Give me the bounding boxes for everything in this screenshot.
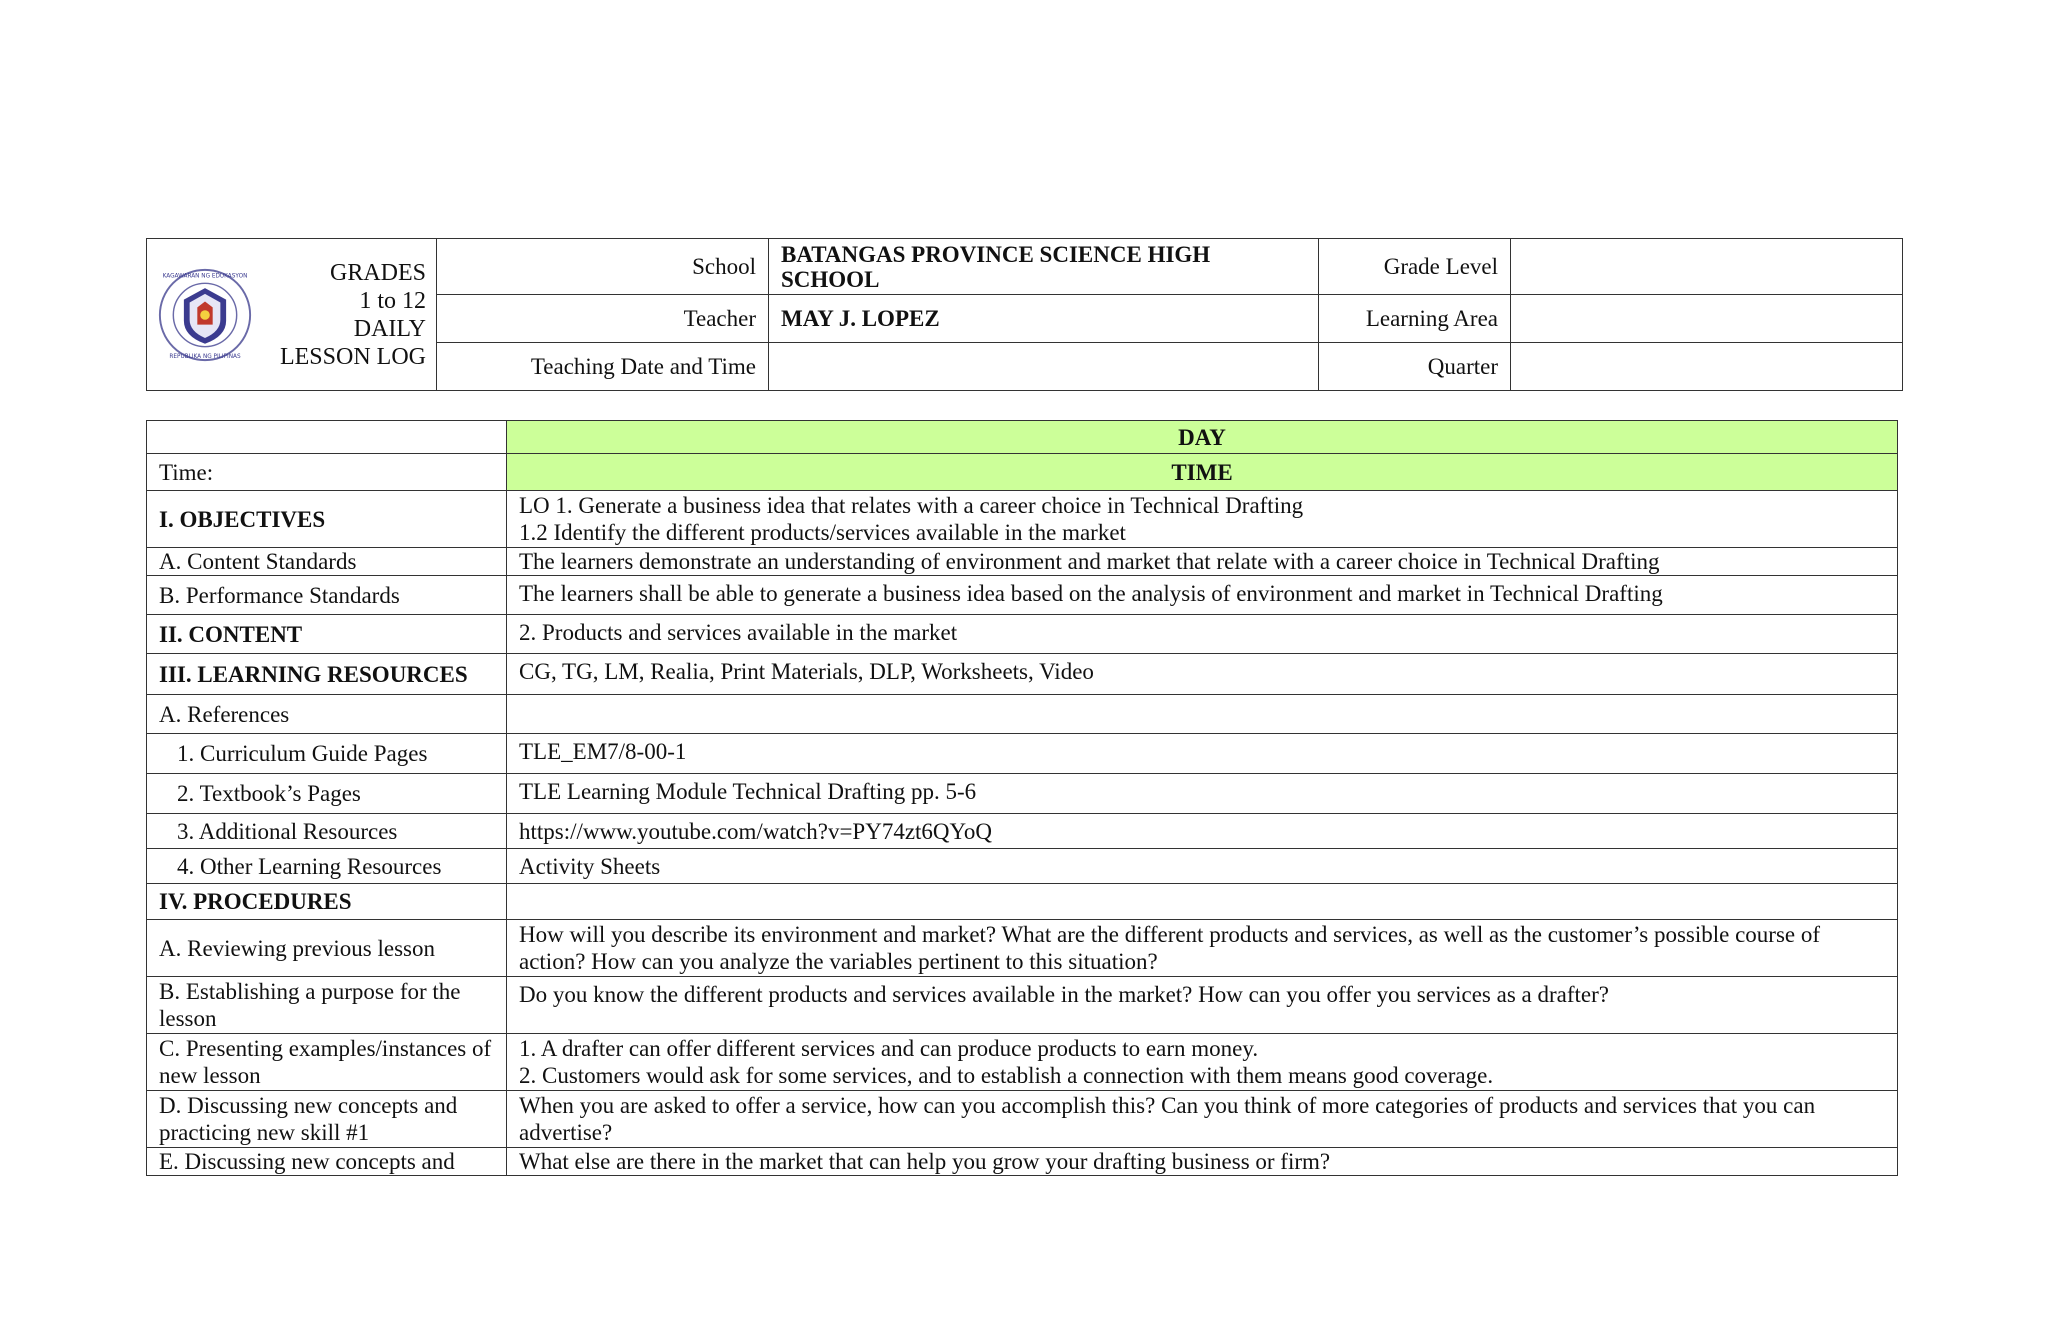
textbook-value: TLE Learning Module Technical Drafting pp. 5-6 (507, 774, 1898, 814)
proc-e-value: What else are there in the market that can help you grow your drafting business or firm? (507, 1148, 1898, 1176)
svg-text:REPUBLIKA NG PILIPINAS: REPUBLIKA NG PILIPINAS (169, 353, 241, 360)
references-label: A. References (147, 695, 507, 734)
proc-b-value: Do you know the different products and services available in the market? How can you offer you services as a drafter? (507, 977, 1898, 1034)
grades-title (280, 259, 426, 371)
table-row (147, 1034, 1898, 1091)
quarter-label: Quarter (1319, 343, 1511, 391)
procedures-value (507, 884, 1898, 920)
date-time-value (769, 343, 1319, 391)
references-value (507, 695, 1898, 734)
table-row (147, 491, 1898, 548)
deped-seal-icon (157, 267, 253, 363)
objective-line: LO 1. Generate a business idea that relates with a career choice in Technical Drafting (519, 493, 1304, 518)
table-row (147, 920, 1898, 977)
quarter-value (1511, 343, 1903, 391)
time-label: Time: (147, 454, 507, 491)
learning-area-label: Learning Area (1319, 295, 1511, 343)
teacher-value: MAY J. LOPEZ (769, 295, 1319, 343)
lesson-table (146, 420, 1898, 1176)
additional-resources-value: https://www.youtube.com/watch?v=PY74zt6QYoQ (507, 814, 1898, 849)
teacher-label: Teacher (437, 295, 769, 343)
performance-standards-value: The learners shall be able to generate a business idea based on the analysis of environment and market in Technical Drafting (507, 576, 1898, 615)
curriculum-guide-label: 1. Curriculum Guide Pages (147, 734, 507, 774)
table-row (147, 576, 1898, 615)
proc-c-line: 2. Customers would ask for some services, and to establish a connection with them means good coverage. (519, 1063, 1494, 1088)
learning-resources-value: CG, TG, LM, Realia, Print Materials, DLP, Worksheets, Video (507, 654, 1898, 695)
table-row (147, 654, 1898, 695)
proc-d-label: D. Discussing new concepts and practicing new skill #1 (147, 1091, 507, 1148)
proc-b-label: B. Establishing a purpose for the lesson (147, 977, 507, 1034)
grades-line: GRADES (329, 259, 426, 286)
grades-line: 1 to 12 (359, 287, 426, 314)
table-row (147, 695, 1898, 734)
table-row (147, 774, 1898, 814)
time-header: TIME (507, 454, 1898, 491)
table-row (147, 849, 1898, 884)
table-row (147, 814, 1898, 849)
textbook-label: 2. Textbook’s Pages (147, 774, 507, 814)
proc-d-value: When you are asked to offer a service, how can you accomplish this? Can you think of more categories of products and services that you can advertise? (507, 1091, 1898, 1148)
procedures-label: IV. PROCEDURES (147, 884, 507, 920)
content-label: II. CONTENT (147, 615, 507, 654)
grade-level-label: Grade Level (1319, 239, 1511, 295)
other-resources-label: 4. Other Learning Resources (147, 849, 507, 884)
grades-line: LESSON LOG (279, 343, 426, 370)
school-label: School (437, 239, 769, 295)
proc-c-value (507, 1034, 1898, 1091)
header-table (146, 238, 1903, 391)
table-row (147, 548, 1898, 576)
additional-resources-label: 3. Additional Resources (147, 814, 507, 849)
grades-line: DAILY (353, 315, 426, 342)
table-row (147, 1148, 1898, 1176)
table-row (147, 734, 1898, 774)
table-row (147, 1091, 1898, 1148)
grade-level-value (1511, 239, 1903, 295)
proc-a-value: How will you describe its environment and market? What are the different products and services, as well as the customer’s possible course of action? How can you analyze the variables pertinent to this situation? (507, 920, 1898, 977)
table-row (147, 977, 1898, 1034)
day-header: DAY (507, 421, 1898, 454)
content-value: 2. Products and services available in the market (507, 615, 1898, 654)
school-value: BATANGAS PROVINCE SCIENCE HIGH SCHOOL (769, 239, 1319, 295)
proc-e-label: E. Discussing new concepts and (147, 1148, 507, 1176)
objectives-value (507, 491, 1898, 548)
date-time-label: Teaching Date and Time (437, 343, 769, 391)
proc-a-label: A. Reviewing previous lesson (147, 920, 507, 977)
learning-area-value (1511, 295, 1903, 343)
blank-corner-cell (147, 421, 507, 454)
objective-line: 1.2 Identify the different products/services available in the market (519, 520, 1126, 545)
svg-text:KAGAWARAN NG EDUKASYON: KAGAWARAN NG EDUKASYON (162, 273, 248, 280)
other-resources-value: Activity Sheets (507, 849, 1898, 884)
learning-resources-label: III. LEARNING RESOURCES (147, 654, 507, 695)
logo-grades-cell (147, 239, 437, 391)
table-row (147, 615, 1898, 654)
proc-c-label: C. Presenting examples/instances of new lesson (147, 1034, 507, 1091)
performance-standards-label: B. Performance Standards (147, 576, 507, 615)
table-row (147, 884, 1898, 920)
content-standards-value: The learners demonstrate an understanding of environment and market that relate with a career choice in Technical Drafting (507, 548, 1898, 576)
proc-c-line: 1. A drafter can offer different services and can produce products to earn money. (519, 1036, 1259, 1061)
content-standards-label: A. Content Standards (147, 548, 507, 576)
objectives-label: I. OBJECTIVES (147, 491, 507, 548)
curriculum-guide-value: TLE_EM7/8-00-1 (507, 734, 1898, 774)
